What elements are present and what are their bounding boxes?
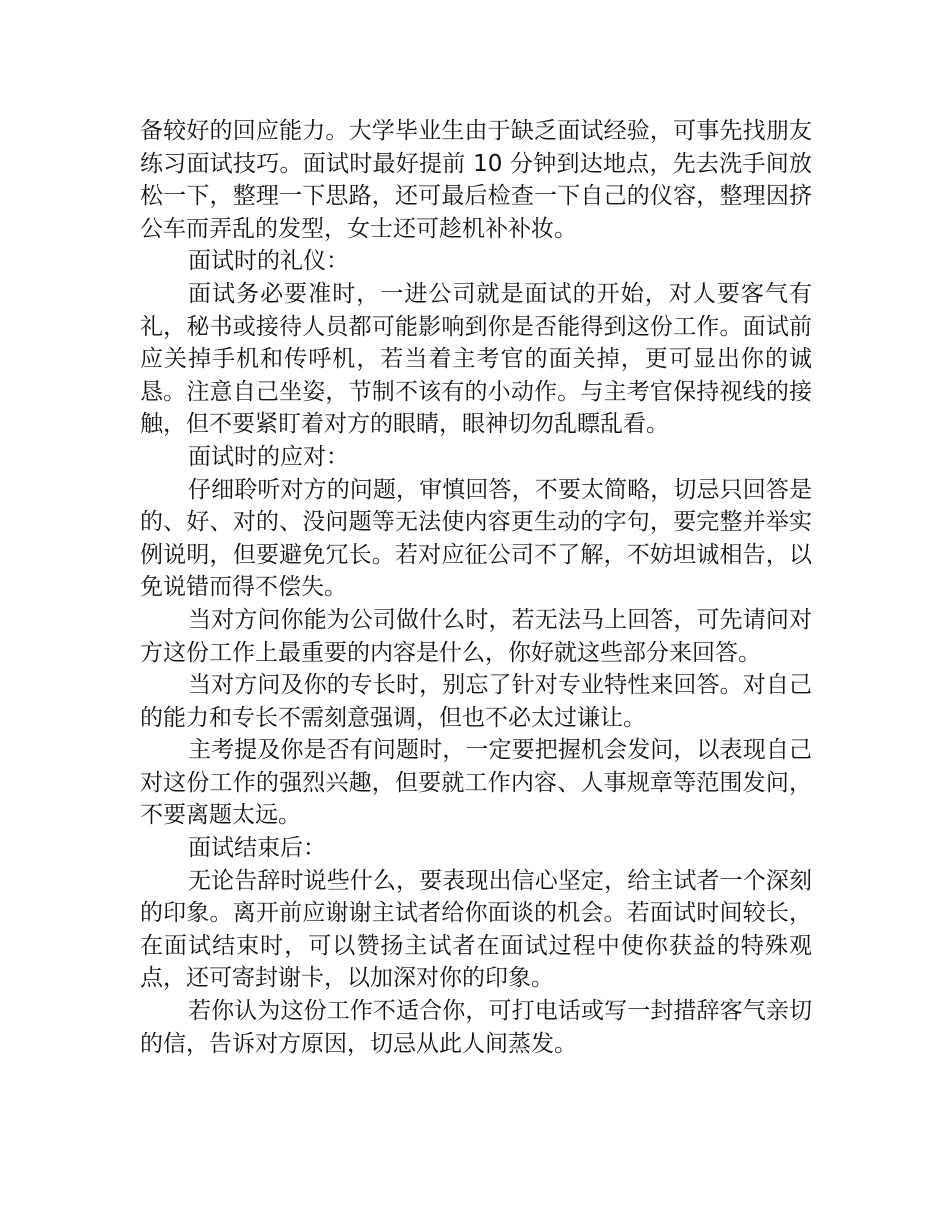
paragraph-decline: 若你认为这份工作不适合你，可打电话或写一封措辞客气亲切的信，告诉对方原因，切忌从此人间蒸发。 xyxy=(140,998,812,1057)
section-heading-after-interview: 面试结束后： xyxy=(188,835,326,862)
document-page xyxy=(140,115,812,1060)
paragraph-specialty: 当对方问及你的专长时，别忘了针对专业特性来回答。对自己的能力和专长不需刻意强调，但也不必太过谦让。 xyxy=(140,672,812,731)
paragraph-listen-carefully: 仔细聆听对方的问题，审慎回答，不要太简略，切忌只回答是的、好、对的、没问题等无法使内容更生动的字句，要完整并举实例说明，但要避免冗长。若对应征公司不了解，不妨坦诚相告，以免说错而得不偿失。 xyxy=(140,476,812,601)
paragraph-continuation: 备较好的回应能力。大学毕业生由于缺乏面试经验，可事先找朋友练习面试技巧。面试时最好提前 10 分钟到达地点，先去洗手间放松一下，整理一下思路，还可最后检查一下自己的仪容，整理因挤公车而弄乱的发型，女士还可趁机补补妆。 xyxy=(140,118,812,242)
paragraph-what-can-you-do: 当对方问你能为公司做什么时，若无法马上回答，可先请问对方这份工作上最重要的内容是什么，你好就这些部分来回答。 xyxy=(140,606,812,666)
paragraph-farewell: 无论告辞时说些什么，要表现出信心坚定，给主试者一个深刻的印象。离开前应谢谢主试者给你面谈的机会。若面试时间较长，在面试结束时，可以赞扬主试者在面试过程中使你获益的特殊观点，还可寄封谢卡，以加深对你的印象。 xyxy=(140,867,812,992)
paragraph-ask-questions: 主考提及你是否有问题时，一定要把握机会发问，以表现自己对这份工作的强烈兴趣，但要就工作内容、人事规章等范围发问，不要离题太远。 xyxy=(140,737,812,829)
section-heading-response: 面试时的应对： xyxy=(188,443,349,470)
section-heading-etiquette: 面试时的礼仪： xyxy=(188,248,349,275)
paragraph-etiquette: 面试务必要准时，一进公司就是面试的开始，对人要客气有礼，秘书或接待人员都可能影响到你是否能得到这份工作。面试前应关掉手机和传呼机，若当着主考官的面关掉，更可显出你的诚恳。注意自己坐姿，节制不该有的小动作。与主考官保持视线的接触，但不要紧盯着对方的眼睛，眼神切勿乱瞟乱看。 xyxy=(140,280,812,438)
